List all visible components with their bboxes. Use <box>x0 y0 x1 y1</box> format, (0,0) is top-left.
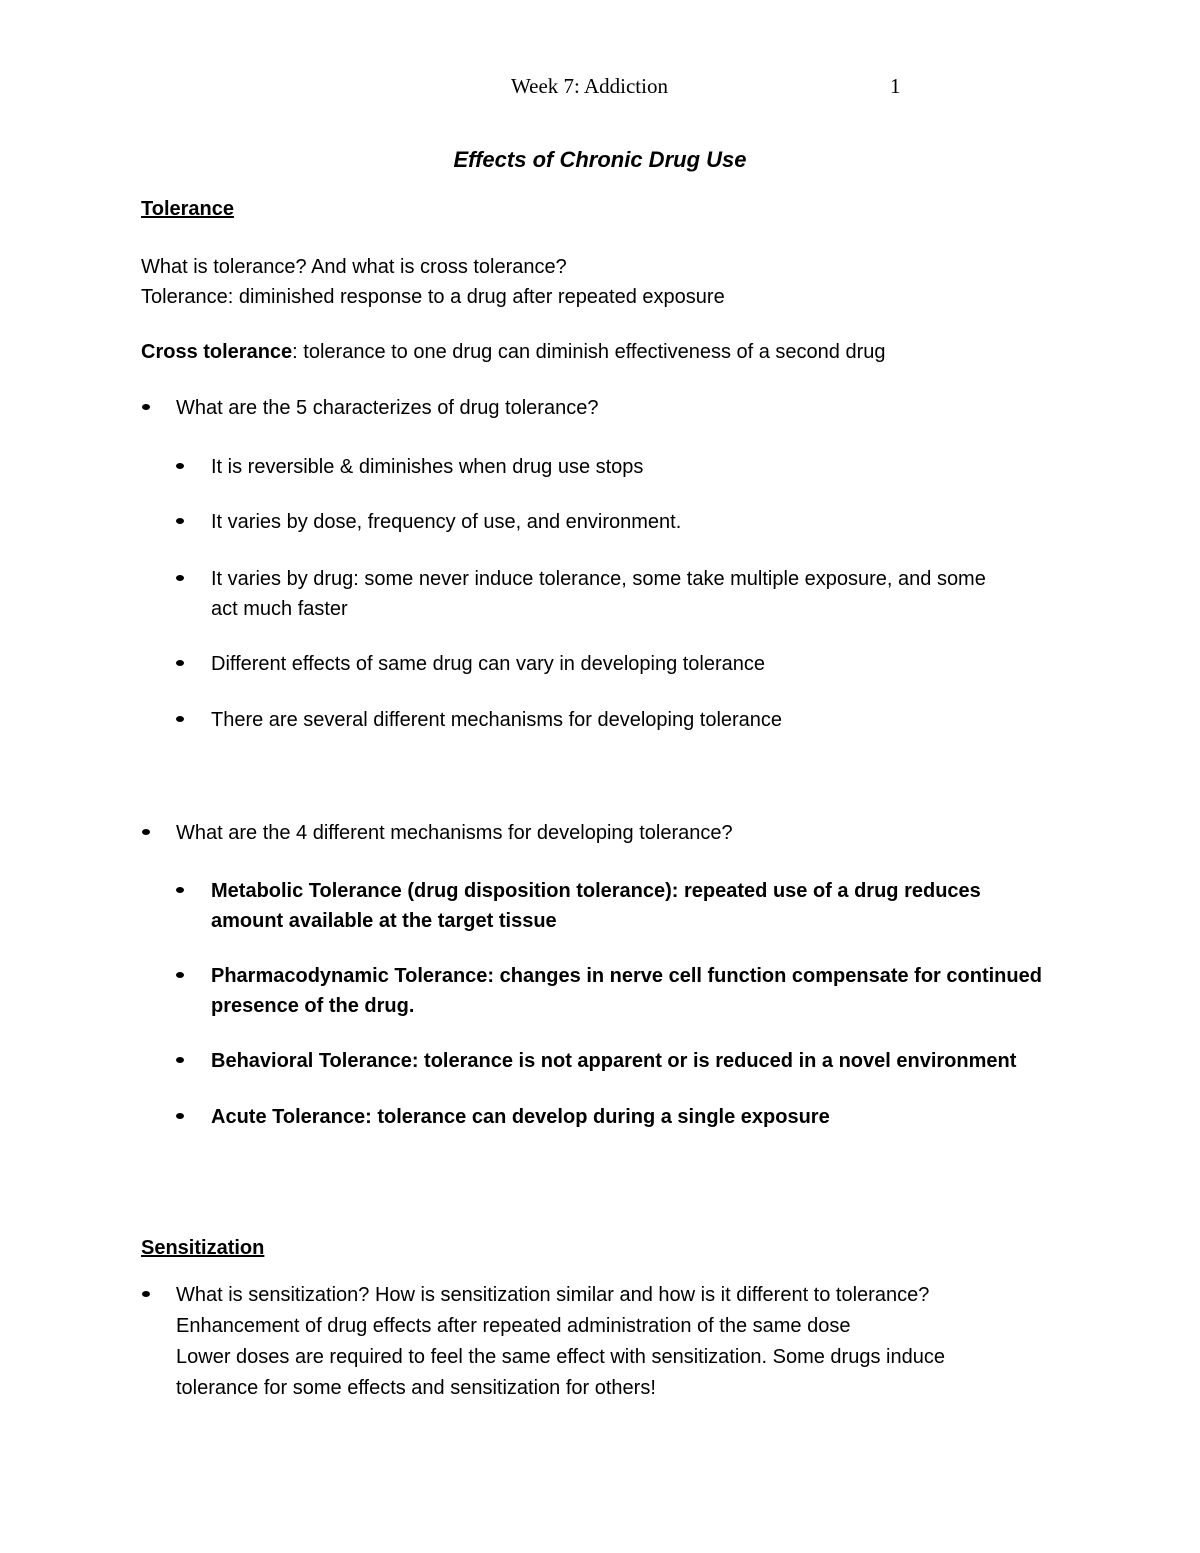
cross-tolerance-text: : tolerance to one drug can diminish effectiveness of a second drug <box>292 341 886 363</box>
mechanism-acute: Acute Tolerance: tolerance can develop during a single exposure <box>211 1106 830 1128</box>
bullet-icon <box>142 404 150 410</box>
list-item: There are several different mechanisms for developing tolerance <box>211 709 783 731</box>
cross-tolerance-definition <box>141 337 886 367</box>
sensitization-answer-line: Enhancement of drug effects after repeated administration of the same dose <box>176 1315 851 1337</box>
bullet-icon <box>142 1291 150 1297</box>
section-heading-tolerance: Tolerance <box>141 198 234 220</box>
bullet-icon <box>176 972 184 978</box>
list-item: It varies by drug: some never induce tolerance, some take multiple exposure, and some <box>211 568 986 590</box>
bullet-icon <box>176 887 184 893</box>
bullet-icon <box>176 1057 184 1063</box>
bullet-icon <box>176 575 184 581</box>
page-number: 1 <box>890 74 901 98</box>
mechanisms-question: What are the 4 different mechanisms for developing tolerance? <box>176 822 733 844</box>
mechanism-metabolic: Metabolic Tolerance (drug disposition tolerance): repeated use of a drug reduces <box>211 880 981 902</box>
running-header-title: Week 7: Addiction <box>511 74 668 98</box>
mechanism-pharmacodynamic-continuation: presence of the drug. <box>211 995 415 1017</box>
bullet-icon <box>176 518 184 524</box>
tolerance-definition: Tolerance: diminished response to a drug after repeated exposure <box>141 286 725 308</box>
document-title: Effects of Chronic Drug Use <box>453 147 747 172</box>
cross-tolerance-label: Cross tolerance <box>141 341 293 363</box>
mechanism-behavioral: Behavioral Tolerance: tolerance is not apparent or is reduced in a novel environment <box>211 1050 1017 1072</box>
sensitization-answer-line: tolerance for some effects and sensitization for others! <box>176 1377 656 1399</box>
bullet-icon <box>176 716 184 722</box>
mechanism-metabolic-continuation: amount available at the target tissue <box>211 910 557 932</box>
sensitization-answer-line: Lower doses are required to feel the same effect with sensitization. Some drugs induce <box>176 1346 945 1368</box>
bullet-icon <box>142 829 150 835</box>
mechanism-pharmacodynamic: Pharmacodynamic Tolerance: changes in nerve cell function compensate for continued <box>211 965 1042 987</box>
tolerance-question: What is tolerance? And what is cross tolerance? <box>141 256 567 278</box>
list-item: Different effects of same drug can vary in developing tolerance <box>211 653 766 675</box>
characteristics-question: What are the 5 characterizes of drug tolerance? <box>176 397 599 419</box>
bullet-icon <box>176 463 184 469</box>
list-item-continuation: act much faster <box>211 598 348 620</box>
list-item: It varies by dose, frequency of use, and environment. <box>211 511 682 533</box>
bullet-icon <box>176 660 184 666</box>
bullet-icon <box>176 1113 184 1119</box>
section-heading-sensitization: Sensitization <box>141 1237 265 1259</box>
sensitization-question: What is sensitization? How is sensitization similar and how is it different to tolerance? <box>176 1284 930 1306</box>
list-item: It is reversible & diminishes when drug use stops <box>211 456 644 478</box>
